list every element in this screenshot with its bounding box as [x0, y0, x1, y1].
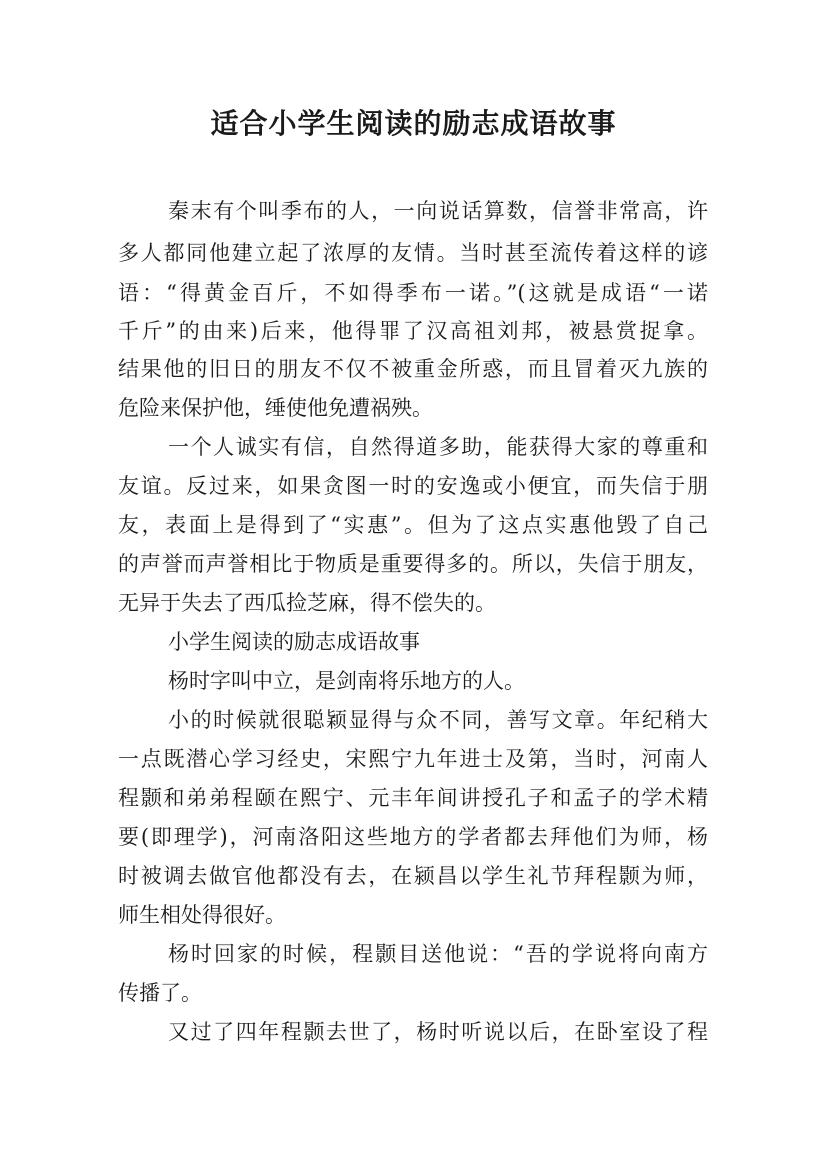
- text-line: 危险来保护他，缍使他免遭祸殃。: [118, 396, 433, 420]
- text-line: 杨时字叫中立，是剑南将乐地方的人。: [168, 669, 525, 693]
- text-line: 语：“得黄金百斤，不如得季布一诺。”(这就是成语“一诺: [118, 281, 708, 305]
- document-title: 适合小学生阅读的励志成语故事: [210, 107, 617, 140]
- text-line: 一点既潜心学习经史，宋熙宁九年进士及第，当时，河南人: [118, 747, 708, 771]
- text-line: 多人都同他建立起了浓厚的友情。当时甚至流传着这样的谚: [118, 241, 708, 265]
- text-line: 小的时候就很聪颖显得与众不同，善写文章。年纪稍大: [168, 708, 708, 732]
- text-line: 时被调去做官他都没有去，在颍昌以学生礼节拜程颢为师，: [118, 864, 708, 888]
- text-line: 要(即理学)，河南洛阳这些地方的学者都去拜他们为师，杨: [118, 825, 708, 849]
- text-line: 传播了。: [118, 981, 202, 1005]
- text-line: 程颢和弟弟程颐在熙宁、元丰年间讲授孔子和孟子的学术精: [118, 786, 708, 810]
- text-line: 的声誉而声誉相比于物质是重要得多的。所以，失信于朋友，: [118, 552, 708, 576]
- text-line: 无异于失去了西瓜捡芝麻，得不偿失的。: [118, 591, 496, 615]
- text-line: 一个人诚实有信，自然得道多助，能获得大家的尊重和: [168, 435, 708, 459]
- text-line: 秦末有个叫季布的人，一向说话算数，信誉非常高，许: [168, 199, 708, 223]
- text-line: 友，表面上是得到了“实惠”。但为了这点实惠他毁了自己: [118, 513, 708, 537]
- text-line: 结果他的旧日的朋友不仅不被重金所惑，而且冒着灭九族的: [118, 357, 708, 381]
- section-heading: 小学生阅读的励志成语故事: [168, 630, 420, 654]
- text-line: 千斤”的由来)后来，他得罪了汉高祖刘邦，被悬赏捉拿。: [118, 319, 708, 343]
- text-line: 又过了四年程颢去世了，杨时听说以后，在卧室设了程: [168, 1020, 708, 1044]
- text-line: 友谊。反过来，如果贪图一时的安逸或小便宜，而失信于朋: [118, 474, 708, 498]
- text-line: 师生相处得很好。: [118, 903, 286, 927]
- text-line: 杨时回家的时候，程颢目送他说：“吾的学说将向南方: [168, 942, 708, 966]
